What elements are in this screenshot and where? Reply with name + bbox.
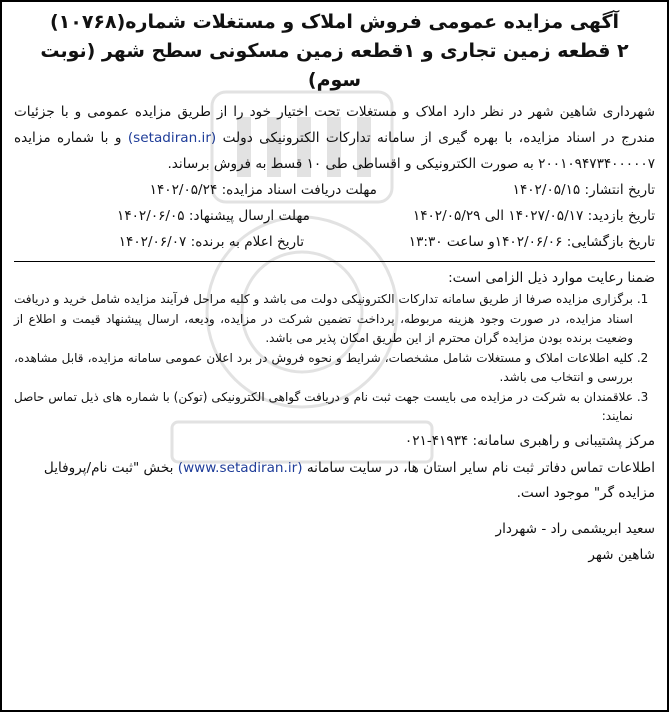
- contact-text-part1: اطلاعات تماس دفاتر ثبت نام سایر استان ها، در سایت سامانه: [306, 459, 655, 476]
- intro-text-part1: شهرداری شاهین شهر در نظر دارد املاک و مستغلات تحت اختیار خود را از طریق مزایده عمومی و با جزئیات مندرج در اسناد مزایده، با بهره گیری از سامانه تدارکات الکترونیکی دولت: [14, 104, 656, 146]
- visit-date: تاریخ بازدید: ۱۴۰۲۷/۰۵/۱۷ الی ۱۴۰۲/۰۵/۲۹: [412, 208, 655, 224]
- mayor-signature: سعید ابریشمی راد - شهردار شاهین شهر: [495, 520, 655, 563]
- opening-date: تاریخ بازگشایی: ۱۴۰۲/۰۶/۰۶و ساعت ۱۳:۳۰: [408, 234, 655, 250]
- support-center: مرکز پشتیبانی و راهبری سامانه: ۴۱۹۳۴-۰۲۱: [404, 432, 655, 449]
- winner-announcement-date: تاریخ اعلام به برنده: ۱۴۰۲/۰۶/۰۷: [118, 234, 305, 250]
- section-divider: [14, 261, 655, 262]
- requirements-heading: ضمنا رعایت موارد ذیل الزامی است:: [448, 270, 655, 286]
- notice-title-line1: آگهی مزایده عمومی فروش املاک و مستغلات شماره(۱۰۷۶۸): [49, 11, 620, 33]
- intro-text-part2: و با شماره مزایده ۲۰۰۱۰۹۴۷۳۴۰۰۰۰۰۷ به صورت الکترونیکی و اقساطی طی ۱۰ قسط به فروش برساند.: [14, 130, 655, 172]
- intro-paragraph: [14, 99, 655, 177]
- dates-row-1: [14, 177, 655, 203]
- proposal-deadline: مهلت ارسال پیشنهاد: ۱۴۰۲/۰۶/۰۵: [117, 208, 310, 224]
- dates-row-2: [14, 203, 655, 229]
- setadiran-www-link[interactable]: (www.setadiran.ir): [177, 459, 303, 476]
- contact-paragraph: [14, 456, 655, 506]
- requirement-item: 3. علاقمندان به شرکت در مزایده می بایست جهت ثبت نام و دریافت گواهی الکترونیکی (توکن) با شماره های ذیل تماس حاصل نمایند:: [14, 388, 633, 427]
- requirement-item: 2. کلیه اطلاعات املاک و مستغلات شامل مشخصات، شرایط و نحوه فروش در برد اعلان عمومی سامانه مزایده، قابل مشاهده، بررسی و انتخاب می باشد.: [14, 349, 633, 388]
- contact-text-part2: بخش "ثبت نام/پروفایل مزایده گر" موجود است.: [43, 459, 655, 501]
- docs-deadline: مهلت دریافت اسناد مزایده: ۱۴۰۲/۰۵/۲۴: [149, 182, 377, 198]
- notice-title-line2: ۲ قطعه زمین تجاری و ۱قطعه زمین مسکونی سطح شهر (نوبت سوم): [40, 40, 629, 91]
- setadiran-link[interactable]: (setadiran.ir): [127, 130, 217, 146]
- requirement-item: 1. برگزاری مزایده صرفا از طریق سامانه تدارکات الکترونیکی دولت می باشد و کلیه مراحل فرآیند مزایده شامل خرید و دریافت اسناد مزایده، در صورت وجود هزینه مربوطه، پرداخت تضمین شرکت در مزایده، ودیعه، ارسال پیشنهاد قیمت و اطلاع از وضعیت برنده بودن مزایده گران محترم از این طریق امکان پذیر می باشد.: [14, 290, 633, 349]
- dates-row-3: [14, 229, 655, 255]
- publish-date: تاریخ انتشار: ۱۴۰۲/۰۵/۱۵: [512, 182, 655, 198]
- requirements-list: [14, 290, 655, 427]
